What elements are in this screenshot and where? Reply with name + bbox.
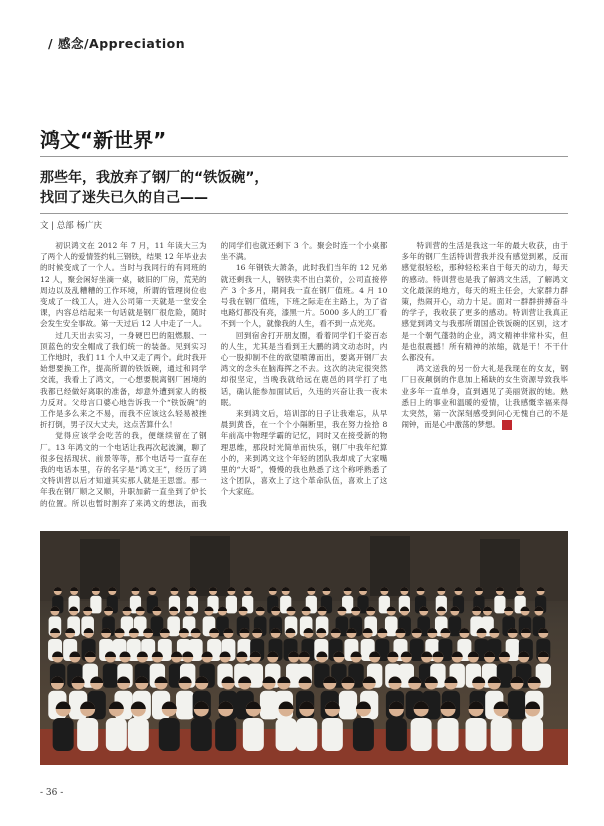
- section-label: 感念: [57, 36, 84, 51]
- section-label-english: /Appreciation: [83, 36, 186, 51]
- body-paragraph: 特训营的生活是我这一年的最大收获，由于多年的钢厂生活特训营我并没有感觉到累，反而感觉很轻松，那种轻松来自于每天的动力，每天的感动。特训营也是我了解鸿文生活，了解鸿文文化最深的地方，每天的班主任会，大家群力群策，热闹开心，动力十足。面对一群群拼搏奋斗的学子，我收获了更多的感动。特训营让我真正感觉到鸿文与我那所谓国企铁饭碗的区别，这才是一个朝气蓬勃的企业，鸿文精神非常朴实，但是也很震撼！所有精神的浓缩，就是干！不干什么都没有。: [401, 241, 568, 363]
- person-body: [296, 718, 317, 751]
- title-divider: [40, 156, 568, 157]
- person-hair: [504, 607, 513, 612]
- body-paragraph: 觉得应该学会吃苦的我，便继续留在了钢厂。13 年鸿文的一个电话让我再次起波澜，聊了很多包括现状、前景等等，那个电话号一直存在我的电话本里，存的名字是“鸿文王”，经历了鸿文特训营以后才知道其实那人就是王思雷。那一年我在钢厂顺之又顺，升职加薪一直坐到了炉长的位置。所以也暂时割弃了来鸿文的想法，而我的同学们也就还剩下 3 个。聚会时连一个小桌都坐不满。: [40, 241, 388, 508]
- author-byline: 文 | 总部 杨广庆: [40, 221, 102, 231]
- person-body: [176, 691, 194, 720]
- section-header: [48, 34, 185, 52]
- subtitle-divider: [40, 213, 568, 214]
- person-body: [159, 718, 180, 751]
- person-body: [491, 718, 512, 751]
- page-number: - 36 -: [40, 788, 64, 798]
- body-paragraph: 初识鸿文在 2012 年 7 月，11 年读大三为了两个人的爱情签约轧三钢铁，结果 12 年毕业去的时候变成了一个人。当时与我同行的有同班的 12 人，聚会闲好坐滴一桌，破旧的厂房，荒芜的周边以及乱糟糟的工作环境，所谓的管理岗位也变成了一线工人，进入公司第一天就是一堂安全课，内容总结起来一句话就是钢厂很危险，随时会发生安全事故。第一天过后 12 人中走了一人。: [40, 241, 207, 329]
- person-body: [106, 718, 127, 751]
- header-slash: /: [48, 36, 54, 51]
- person-body: [353, 718, 374, 751]
- article-subtitle: [40, 168, 570, 208]
- person-body: [243, 718, 264, 751]
- person-body: [215, 718, 236, 751]
- group-photo: [40, 531, 568, 765]
- subtitle-line-2: 找回了迷失已久的自己——: [40, 190, 208, 206]
- last-paragraph-text: 鸿文送我的另一份大礼是我现在的女友，钢厂日夜颠倒的作息加上稀缺的女生资源导致我毕业多年一直单身，直到遇见了美丽贤淑的她。熟悉日上的事业和温暖的爱情，让我感慨幸福来得太突然，第一次深刻感受到问心无愧自己的不是闹钟，而是心中激荡的梦想。: [401, 364, 568, 430]
- person-body: [226, 596, 237, 614]
- article-body: [40, 240, 568, 518]
- person-body: [77, 718, 98, 751]
- person-body: [128, 718, 149, 751]
- person-body: [53, 718, 74, 751]
- person-body: [522, 718, 543, 751]
- person-body: [508, 691, 526, 720]
- body-paragraph: 16 年钢铁大萧条，此时我们当年的 12 兄弟就还剩我一人，钢铁卖不出白菜价，公司直接停产 3 个多月，期间我一直在钢厂值班。4 月 10 号我在钢厂值班，下班之际走在主路上，为了省电路灯都没有亮，漆黑一片。5000 多人的工厂看不到一个人，就像我的人生，看不到一点光亮。: [220, 263, 388, 329]
- end-mark-icon: 鸿: [502, 420, 512, 430]
- person-body: [449, 616, 462, 636]
- body-paragraph: 来到鸿文后，培训部的日子让我难忘，从早晨到黄昏，在一个个小隔断里，我在努力捡拾 8 年前高中物理学霸的记忆，同时又在接受新的物理思维，那段时光简单而快乐，钢厂中我年纪算小的，来到鸿文这个年轻的团队我却成了大家嘴里的“大哥”，慢慢的我也熟悉了这个称呼熟悉了这个团队，喜欢上了这个革命队伍，喜欢上了这个大家庭。: [220, 409, 388, 497]
- person-body: [103, 664, 118, 688]
- person-body: [191, 718, 212, 751]
- person-body: [276, 718, 297, 751]
- person-body: [339, 691, 357, 720]
- person-body: [466, 718, 487, 751]
- person-hair: [256, 607, 265, 612]
- body-paragraph: 过几天出去实习，一身硬巴巴的阻燃服、一顶蓝色的安全帽成了我们统一的装备。见到实习工作地时，我们 11 个人中又走了两个。此时我开始想要换工作，提高所谓的铁饭碗，通过和同学交流，我看上了鸿文，一心想要脱离钢厂困境的我都已经做好离职的准备，却意外遭到家人的极力反对。父母言口婆心地告诉我一个“铁饭碗”的工作是多么来之不易，而我不应该这么轻易被挫折打倒，男子汉大丈夫，这点苦算什么！: [40, 330, 207, 430]
- article-title: 鸿文“新世界”: [40, 128, 167, 152]
- person-body: [322, 718, 343, 751]
- person-body: [386, 718, 407, 751]
- person-hair: [218, 607, 227, 612]
- body-paragraph: [401, 363, 568, 430]
- subtitle-line-1: 那些年，我放弃了钢厂的“铁饭碗”，: [40, 170, 269, 186]
- person-body: [411, 718, 432, 751]
- body-paragraph: 回到宿舍打开朋友圈，看着同学们千姿百态的人生，尤其是当看到王大鹏的鸿文动态时，内心一股抑制不住的欲望喷薄而出，要离开钢厂去鸿文的念头在脑海挥之不去。这次的决定很突然却很坚定，当晚我就给远在鹿邑的同学打了电话，确认能参加面试后，久违的兴奋让我一夜未眠。: [220, 330, 388, 407]
- group-photo-illustration: [40, 531, 568, 765]
- person-body: [494, 596, 505, 614]
- person-body: [438, 718, 459, 751]
